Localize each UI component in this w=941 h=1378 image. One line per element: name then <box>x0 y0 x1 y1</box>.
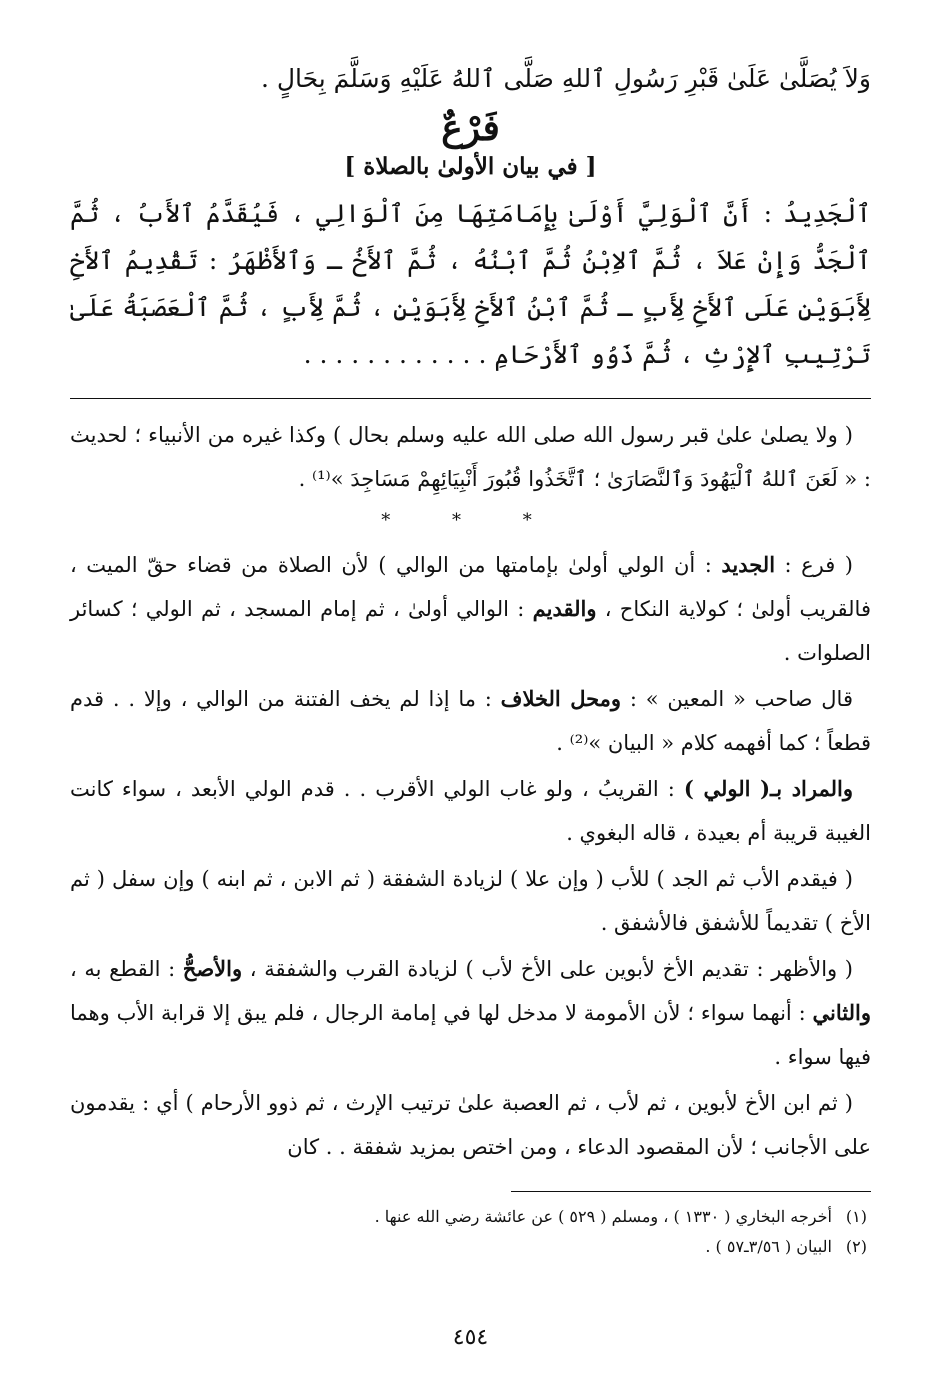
sharh-text: : القطع به ، <box>70 957 183 981</box>
section-separator-stars: * * * <box>381 510 560 531</box>
footnote-2 <box>70 1232 871 1262</box>
footnote-1 <box>70 1202 871 1232</box>
sharh-text: : أنهما سواء ؛ لأن الأمومة لا مدخل لها في إمامة الرجال ، فلم يبق إلا قرابة الأب وهما فيها سواء . <box>70 1001 871 1069</box>
sharh-text: قال صاحب « المعين » : <box>621 687 853 711</box>
sharh-paragraph-2 <box>70 543 871 675</box>
sharh-text: : أن الولي أولىٰ بإمامتها من الوالي ) لأن الصلاة من قضاء حقّ الميت ، فالقريب أولىٰ ؛ كولاية النكاح ، <box>70 553 871 621</box>
bold-term-thani: والثاني <box>812 1000 871 1025</box>
footnote-number: (١) <box>845 1207 867 1226</box>
page-number: ٤٥٤ <box>452 1325 489 1350</box>
matn-paragraph: ٱلْجَدِيدُ : أَنَّ ٱلْوَلِيَّ أَوْلَىٰ بِإِمَامَتِهَا مِنَ ٱلْوَالِي ، فَيُقَدَّمُ ٱلأَبُ ، ثُمَّ ٱلْجَدُّ وَإِنْ عَلاَ ، ثُمَّ ٱلاِبْنُ ثُمَّ ٱبْنُهُ ، ثُمَّ ٱلأَخُ ـ وَٱلأَظْهَرُ : تَقْدِيمُ ٱلأَخِ لِأَبَوَيْنِ عَلَى ٱلأَخِ لِأَبٍ ـ ثُمَّ ٱبْنُ ٱلأَخِ لِأَبَوَيْنِ ، ثُمَّ لِأَبٍ ، ثُمَّ ٱلْعَصَبَةُ عَلَىٰ تَرْتِيبِ ٱلإِرْثِ ، ثُمَّ ذَوُو ٱلأَرْحَامِ . . . . . . . . . . . . <box>70 199 871 369</box>
sharh-paragraph-6 <box>70 947 871 1079</box>
sharh-paragraph-5: ( فيقدم الأب ثم الجد ) للأب ( وإن علا ) لزيادة الشفقة ( ثم الابن ، ثم ابنه ) وإن سفل ( ثم الأخ ) تقديماً للأشفق فالأشفق . <box>70 867 871 935</box>
sharh-text: : القريبُ ، ولو غاب الولي الأقرب . . قدم الولي الأبعد ، سواء كانت الغيبة قريبة أم بعيدة ، قاله البغوي . <box>70 777 871 845</box>
footnote-text: البيان ( ٣/٥٦ـ٥٧ ) . <box>705 1237 832 1256</box>
sharh-text: : ما إذا لم يخف الفتنة من الوالي ، وإلا . . قدم قطعاً ؛ كما أفهمه كلام « البيان »⁽²⁾ . <box>70 687 871 755</box>
sharh-paragraph-4 <box>70 767 871 855</box>
section-subtitle: [ في بيان الأولىٰ بالصلاة ] <box>344 153 597 180</box>
sharh-paragraph-1: ( ولا يصلىٰ علىٰ قبر رسول الله صلى الله عليه وسلم بحال ) وكذا غيره من الأنبياء ؛ لحديث : « لَعَنَ ٱللهُ ٱلْيَهُودَ وَٱلنَّصَارَىٰ ؛ ٱتَّخَذُوا قُبُورَ أَنْبِيَائِهِمْ مَسَاجِدَ »⁽¹⁾ . <box>70 423 871 491</box>
sharh-paragraph-7: ( ثم ابن الأخ لأبوين ، ثم لأب ، ثم العصبة علىٰ ترتيب الإرث ، ثم ذوو الأرحام ) أي : يقدمون على الأجانب ؛ لأن المقصود الدعاء ، ومن اختص بمزيد شفقة . . كان <box>70 1091 871 1159</box>
bold-term-jadid: الجديد <box>721 552 776 577</box>
footnote-number: (٢) <box>845 1237 867 1256</box>
book-page <box>70 55 871 1358</box>
bold-term-khilaf: ومحل الخلاف <box>500 686 622 711</box>
section-heading: فَرْعٌ <box>441 107 500 149</box>
sharh-paragraph-3 <box>70 677 871 765</box>
sharh-text: ( والأظهر : تقديم الأخ لأبوين على الأخ لأب ) لزيادة القرب والشفقة ، <box>242 957 854 981</box>
sharh-text: : الوالي أولىٰ ، ثم إمام المسجد ، ثم الولي ؛ كسائر الصلوات . <box>70 597 871 665</box>
bold-term-asah: والأصحُّ <box>182 956 243 981</box>
matn-top-line: وَلاَ يُصَلَّىٰ عَلَىٰ قَبْرِ رَسُولِ ٱللهِ صَلَّى ٱللهُ عَلَيْهِ وَسَلَّمَ بِحَالٍ . <box>260 64 871 93</box>
footnote-text: أخرجه البخاري ( ١٣٣٠ ) ، ومسلم ( ٥٢٩ ) عن عائشة رضي الله عنها . <box>374 1207 832 1226</box>
footnote-divider <box>511 1191 871 1192</box>
matn-divider <box>70 398 871 399</box>
bold-term-qadim: والقديم <box>532 596 597 621</box>
sharh-text: ( فرع : <box>775 553 853 577</box>
bold-term-murad: والمراد بـ( الولي ) <box>683 776 853 801</box>
